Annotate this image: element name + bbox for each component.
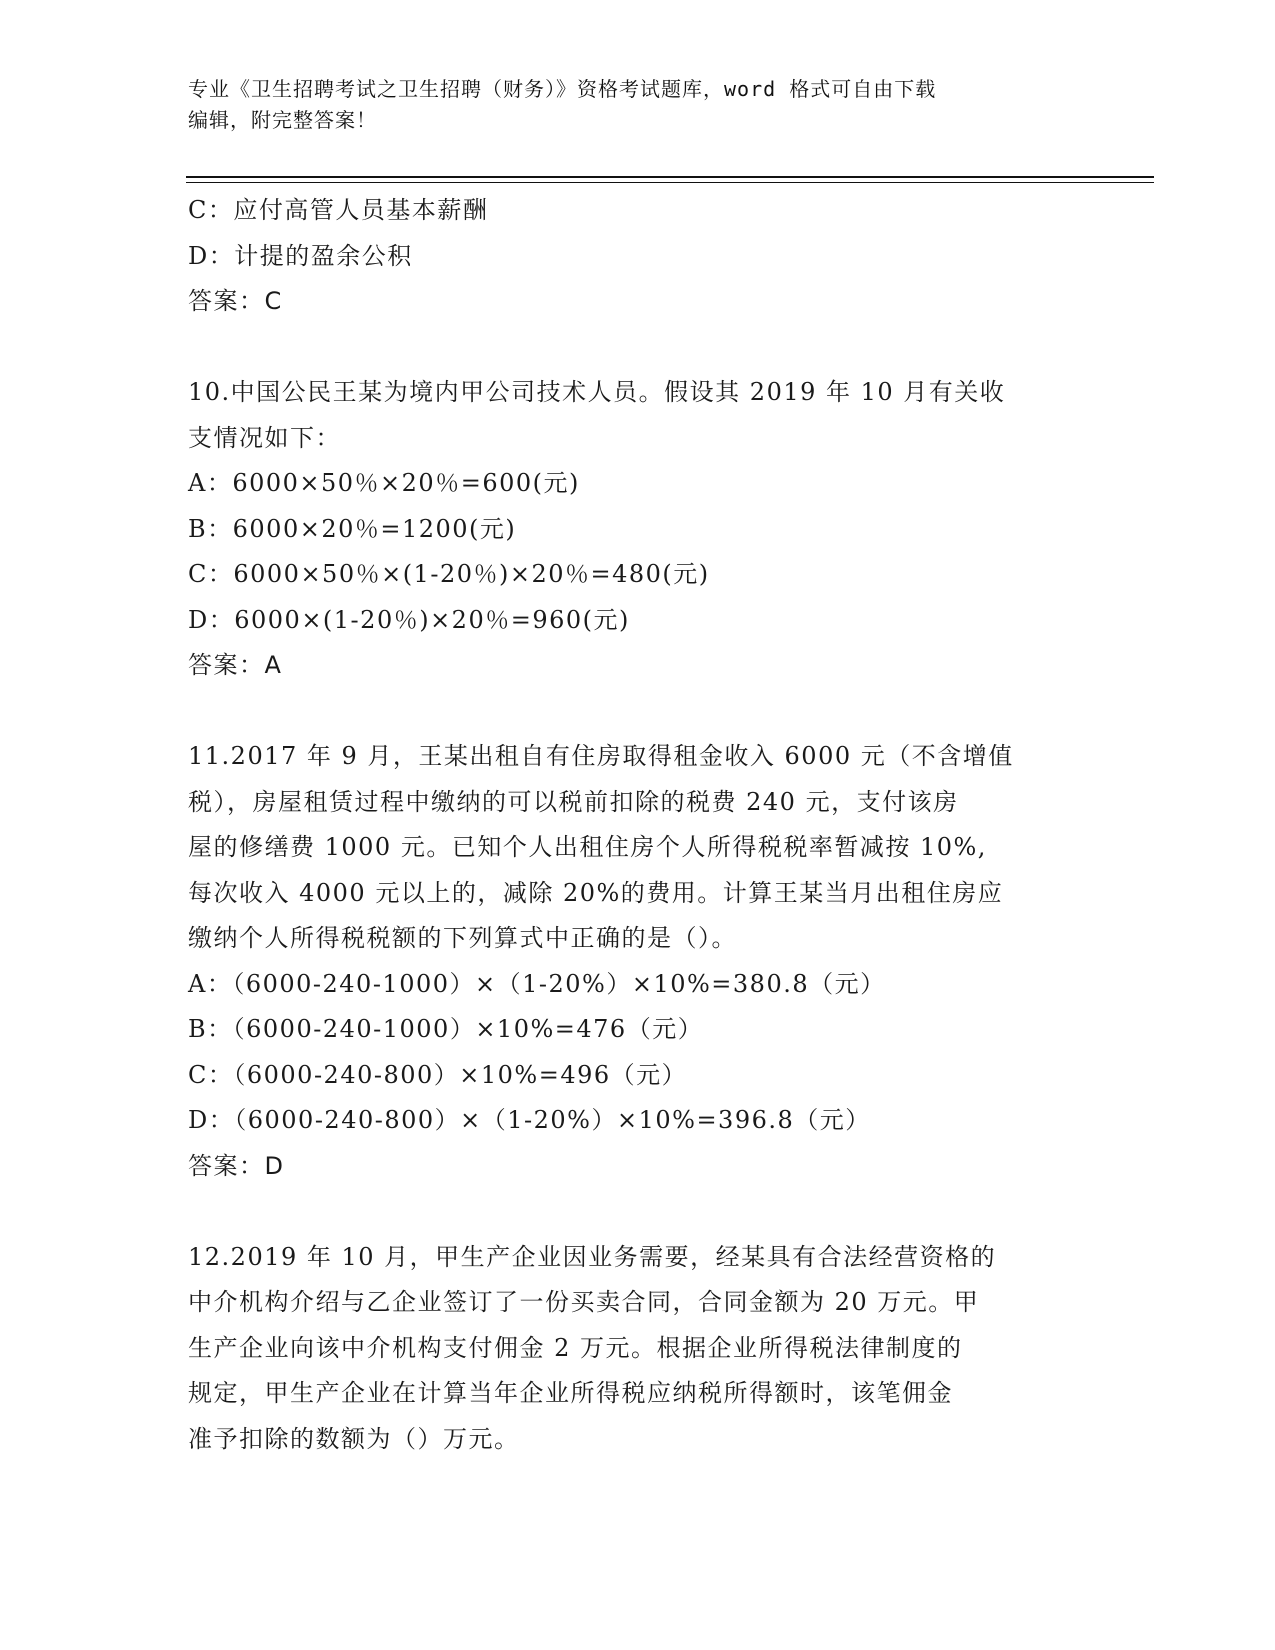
question-stem-line: 11.2017 年 9 月，王某出租自有住房取得租金收入 6000 元（不含增值 [188, 742, 1014, 770]
answer-line: 答案：C [188, 287, 283, 315]
question-stem-line: 中介机构介绍与乙企业签订了一份买卖合同，合同金额为 20 万元。甲 [188, 1288, 980, 1316]
spacer [188, 689, 1078, 735]
option-b: B：6000×20％=1200(元) [188, 514, 517, 543]
question-stem-line: 税），房屋租赁过程中缴纳的可以税前扣除的税费 240 元，支付该房 [188, 787, 959, 816]
answer-line: 答案：A [188, 651, 283, 679]
option-d: D：6000×(1-20％)×20％=960(元) [188, 605, 630, 634]
question-stem-line: 10.中国公民王某为境内甲公司技术人员。假设其 2019 年 10 月有关收 [188, 378, 1006, 406]
header-rule-thin [186, 182, 1154, 183]
question-stem-line: 生产企业向该中介机构支付佣金 2 万元。根据企业所得税法律制度的 [188, 1333, 963, 1362]
option-a: A：（6000-240-1000）×（1-20%）×10%=380.8（元） [188, 969, 886, 998]
header-line-1: 专业《卫生招聘考试之卫生招聘（财务）》资格考试题库，word 格式可自由下载 [188, 77, 937, 101]
header-line-2: 编辑，附完整答案！ [188, 108, 377, 132]
question-stem-line: 每次收入 4000 元以上的，减除 20%的费用。计算王某当月出租住房应 [188, 878, 1004, 907]
exam-content [188, 188, 1078, 1462]
option-d: D：（6000-240-800）×（1-20%）×10%=396.8（元） [188, 1106, 871, 1134]
spacer [188, 1189, 1078, 1235]
option-c: C：6000×50％×(1-20％)×20％=480(元) [188, 560, 710, 588]
question-12 [188, 1235, 1078, 1463]
page-header [188, 74, 1068, 136]
option-c: C：（6000-240-800）×10%=496（元） [188, 1060, 688, 1089]
question-stem-line: 屋的修缮费 1000 元。已知个人出租住房个人所得税税率暂减按 10%, [188, 833, 987, 861]
question-10 [188, 370, 1078, 689]
spacer [188, 325, 1078, 371]
question-stem-line: 准予扣除的数额为（）万元。 [188, 1424, 520, 1453]
question-stem-line: 支情况如下： [188, 423, 341, 452]
question-9-tail [188, 188, 1078, 325]
option-d: D：计提的盈余公积 [188, 241, 413, 270]
header-rule-thick [186, 176, 1154, 178]
question-stem-line: 规定，甲生产企业在计算当年企业所得税应纳税所得额时，该笔佣金 [188, 1379, 953, 1407]
option-b: B：（6000-240-1000）×10%=476（元） [188, 1015, 704, 1043]
question-stem-line: 缴纳个人所得税税额的下列算式中正确的是（）。 [188, 924, 737, 952]
answer-line: 答案：D [188, 1151, 285, 1180]
option-c: C：应付高管人员基本薪酬 [188, 196, 489, 224]
question-11 [188, 734, 1078, 1189]
option-a: A：6000×50％×20％=600(元) [188, 469, 580, 497]
question-stem-line: 12.2019 年 10 月，甲生产企业因业务需要，经某具有合法经营资格的 [188, 1242, 997, 1271]
